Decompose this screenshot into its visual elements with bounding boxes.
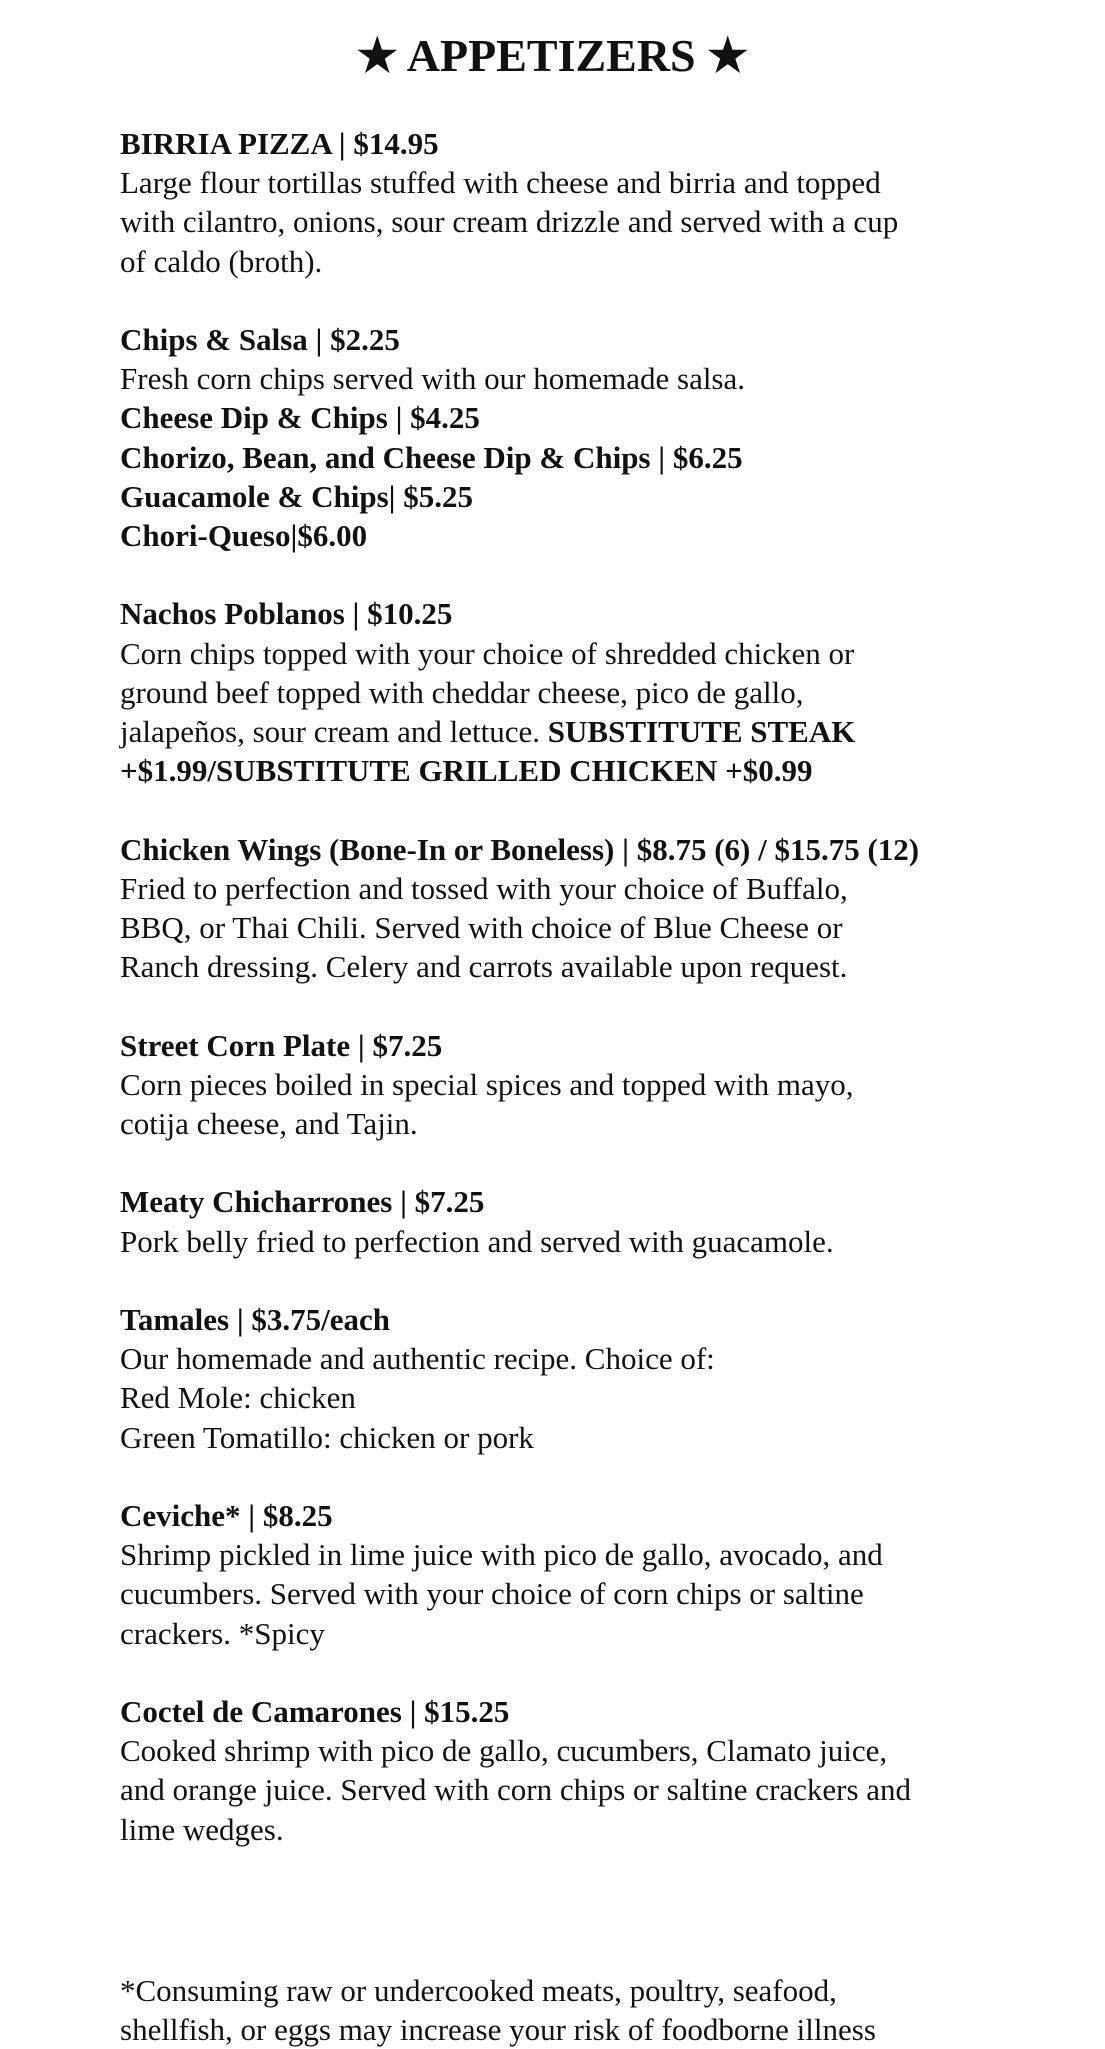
menu-item-ceviche (120, 1496, 1080, 1653)
spacer (120, 986, 1080, 1025)
item-description: crackers. *Spicy (120, 1615, 325, 1651)
item-description: Cooked shrimp with pico de gallo, cucumbers, Clamato juice, (120, 1733, 888, 1769)
item-heading: Tamales | $3.75/each (120, 1302, 391, 1337)
item-heading: Chips & Salsa | $2.25 (120, 322, 400, 357)
disclaimer-line: *Consuming raw or undercooked meats, poultry, seafood, (120, 1973, 837, 2008)
item-description: Ranch dressing. Celery and carrots available upon request. (120, 949, 848, 985)
item-description: Red Mole: chicken (120, 1380, 356, 1416)
section-title: ★ APPETIZERS ★ (356, 30, 749, 81)
menu-item-cheese-dip (120, 398, 1080, 437)
item-description: jalapeños, sour cream and lettuce. (120, 714, 548, 750)
menu-item-chips-salsa (120, 320, 1080, 398)
menu-item-guacamole (120, 477, 1080, 516)
item-description: Our homemade and authentic recipe. Choice of: (120, 1341, 715, 1377)
menu-item-wings (120, 830, 1080, 987)
item-description-line (120, 712, 1080, 751)
menu-item-chicharrones (120, 1182, 1080, 1260)
spacer (120, 281, 1080, 320)
item-heading: Cheese Dip & Chips | $4.25 (120, 400, 480, 436)
item-description: lime wedges. (120, 1811, 284, 1847)
spacer (120, 555, 1080, 594)
spacer (120, 790, 1080, 829)
item-heading: Coctel de Camarones | $15.25 (120, 1694, 510, 1729)
spacer (120, 1653, 1080, 1692)
item-heading: Chicken Wings (Bone-In or Boneless) | $8.75 (6) / $15.75 (12) (120, 831, 920, 867)
menu-item-tamales (120, 1300, 1080, 1457)
spacer (120, 1261, 1080, 1300)
menu-item-coctel (120, 1692, 1080, 1849)
item-heading: Chorizo, Bean, and Cheese Dip & Chips | $6.25 (120, 439, 743, 475)
menu-item-chorizo-dip (120, 438, 1080, 477)
item-description: Corn chips topped with your choice of shredded chicken or (120, 635, 855, 671)
item-description: Pork belly fried to perfection and served with guacamole. (120, 1223, 834, 1259)
disclaimer-line: shellfish, or eggs may increase your risk of foodborne illness (120, 2012, 876, 2048)
appetizer-list (120, 124, 1080, 1849)
item-description: Green Tomatillo: chicken or pork (120, 1419, 534, 1455)
item-heading: Street Corn Plate | $7.25 (120, 1027, 443, 1063)
menu-item-chori-queso (120, 516, 1080, 555)
item-description: Shrimp pickled in lime juice with pico de gallo, avocado, and (120, 1537, 883, 1573)
menu-item-birria-pizza (120, 124, 1080, 281)
item-description: cotija cheese, and Tajin. (120, 1106, 418, 1142)
item-heading: Guacamole & Chips| $5.25 (120, 478, 474, 514)
substitution-note: +$1.99/SUBSTITUTE GRILLED CHICKEN +$0.99 (120, 753, 813, 789)
item-description: Fresh corn chips served with our homemade salsa. (120, 361, 746, 397)
item-description: ground beef topped with cheddar cheese, pico de gallo, (120, 674, 804, 710)
spacer (120, 1143, 1080, 1182)
item-heading: Meaty Chicharrones | $7.25 (120, 1184, 485, 1220)
item-description: cucumbers. Served with your choice of corn chips or saltine (120, 1576, 864, 1612)
menu-item-nachos (120, 594, 1080, 790)
item-heading: BIRRIA PIZZA | $14.95 (120, 126, 439, 161)
health-disclaimer (120, 1971, 1080, 2049)
item-description: with cilantro, onions, sour cream drizzle and served with a cup (120, 204, 899, 240)
item-description: BBQ, or Thai Chili. Served with choice of Blue Cheese or (120, 910, 843, 946)
spacer (120, 1457, 1080, 1496)
substitution-note: SUBSTITUTE STEAK (547, 714, 856, 750)
item-description: Large flour tortillas stuffed with cheese and birria and topped (120, 165, 881, 201)
item-description: and orange juice. Served with corn chips or saltine crackers and (120, 1772, 912, 1808)
item-description: of caldo (broth). (120, 243, 323, 279)
item-description: Fried to perfection and tossed with your choice of Buffalo, (120, 870, 848, 906)
item-description: Corn pieces boiled in special spices and topped with mayo, (120, 1066, 854, 1102)
item-heading: Chori-Queso|$6.00 (120, 518, 368, 554)
item-heading: Nachos Poblanos | $10.25 (120, 596, 453, 632)
menu-item-street-corn (120, 1026, 1080, 1144)
item-heading: Ceviche* | $8.25 (120, 1498, 333, 1533)
